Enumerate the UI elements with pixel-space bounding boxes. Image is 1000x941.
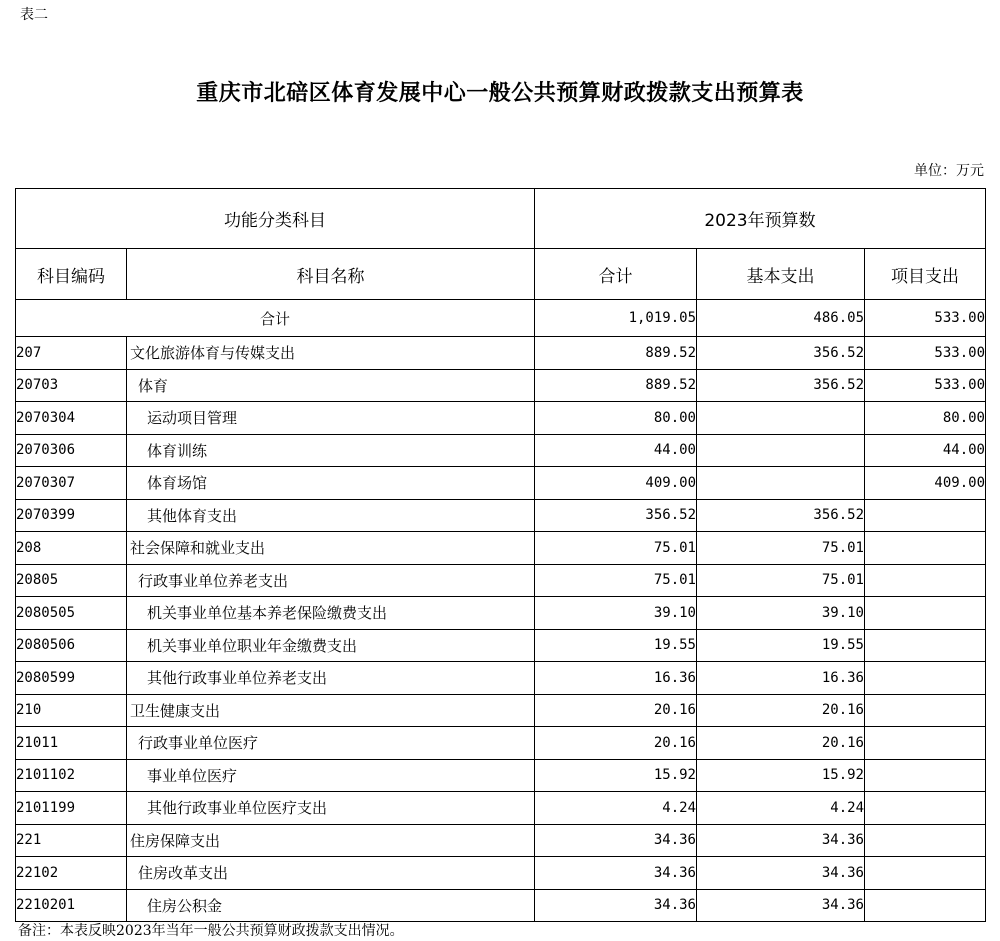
footnote: 备注：本表反映2023年当年一般公共预算财政拨款支出情况。 <box>18 923 404 939</box>
row-basic <box>697 434 865 467</box>
row-total: 20.16 <box>535 694 697 727</box>
row-total: 75.01 <box>535 532 697 565</box>
row-code: 22102 <box>16 857 127 890</box>
row-code: 208 <box>16 532 127 565</box>
row-project <box>865 759 986 792</box>
row-name: 体育训练 <box>127 434 535 467</box>
row-total: 19.55 <box>535 629 697 662</box>
table-row <box>16 727 986 760</box>
row-total: 20.16 <box>535 727 697 760</box>
row-name: 卫生健康支出 <box>127 694 535 727</box>
table-number-label: 表二 <box>20 7 48 23</box>
row-project <box>865 597 986 630</box>
row-code: 2070304 <box>16 402 127 435</box>
total-row-label: 合计 <box>16 300 535 337</box>
table-row <box>16 629 986 662</box>
row-total: 356.52 <box>535 499 697 532</box>
table-row <box>16 889 986 922</box>
table-row <box>16 532 986 565</box>
header-budget-2023: 2023年预算数 <box>535 189 986 249</box>
row-project <box>865 889 986 922</box>
row-project <box>865 564 986 597</box>
row-project: 409.00 <box>865 467 986 500</box>
row-name: 体育 <box>127 369 535 402</box>
row-total: 889.52 <box>535 337 697 370</box>
row-name: 事业单位医疗 <box>127 759 535 792</box>
table-row <box>16 694 986 727</box>
table-row <box>16 824 986 857</box>
row-project <box>865 662 986 695</box>
row-name: 其他体育支出 <box>127 499 535 532</box>
row-basic: 75.01 <box>697 532 865 565</box>
row-basic: 4.24 <box>697 792 865 825</box>
row-code: 2070306 <box>16 434 127 467</box>
row-basic: 39.10 <box>697 597 865 630</box>
row-total: 80.00 <box>535 402 697 435</box>
row-name: 运动项目管理 <box>127 402 535 435</box>
row-project <box>865 857 986 890</box>
row-project <box>865 792 986 825</box>
table-row <box>16 434 986 467</box>
row-total: 75.01 <box>535 564 697 597</box>
row-code: 21011 <box>16 727 127 760</box>
table-row <box>16 759 986 792</box>
table-row <box>16 467 986 500</box>
table-row <box>16 597 986 630</box>
row-basic: 34.36 <box>697 824 865 857</box>
row-code: 2101102 <box>16 759 127 792</box>
row-basic: 20.16 <box>697 694 865 727</box>
row-project: 533.00 <box>865 369 986 402</box>
table-row <box>16 792 986 825</box>
table-row <box>16 857 986 890</box>
row-total: 44.00 <box>535 434 697 467</box>
row-basic: 75.01 <box>697 564 865 597</box>
header-total: 合计 <box>535 249 697 300</box>
row-project <box>865 629 986 662</box>
row-code: 20805 <box>16 564 127 597</box>
header-name: 科目名称 <box>127 249 535 300</box>
row-total: 34.36 <box>535 889 697 922</box>
row-name: 文化旅游体育与传媒支出 <box>127 337 535 370</box>
row-code: 2080599 <box>16 662 127 695</box>
row-name: 其他行政事业单位医疗支出 <box>127 792 535 825</box>
row-total: 39.10 <box>535 597 697 630</box>
row-total: 409.00 <box>535 467 697 500</box>
table-row <box>16 369 986 402</box>
table-row <box>16 499 986 532</box>
row-code: 2080506 <box>16 629 127 662</box>
row-project <box>865 499 986 532</box>
row-name: 行政事业单位养老支出 <box>127 564 535 597</box>
row-project: 80.00 <box>865 402 986 435</box>
row-code: 221 <box>16 824 127 857</box>
row-total: 16.36 <box>535 662 697 695</box>
row-code: 20703 <box>16 369 127 402</box>
row-code: 2080505 <box>16 597 127 630</box>
row-code: 2101199 <box>16 792 127 825</box>
row-name: 住房改革支出 <box>127 857 535 890</box>
row-total: 889.52 <box>535 369 697 402</box>
table-row <box>16 662 986 695</box>
row-project: 44.00 <box>865 434 986 467</box>
row-name: 住房保障支出 <box>127 824 535 857</box>
total-row-total: 1,019.05 <box>535 300 697 337</box>
row-total: 34.36 <box>535 857 697 890</box>
row-project <box>865 824 986 857</box>
row-total: 4.24 <box>535 792 697 825</box>
row-basic: 356.52 <box>697 337 865 370</box>
table-row <box>16 564 986 597</box>
row-name: 其他行政事业单位养老支出 <box>127 662 535 695</box>
row-basic: 19.55 <box>697 629 865 662</box>
row-code: 210 <box>16 694 127 727</box>
row-name: 机关事业单位职业年金缴费支出 <box>127 629 535 662</box>
row-basic <box>697 467 865 500</box>
row-code: 207 <box>16 337 127 370</box>
row-code: 2210201 <box>16 889 127 922</box>
row-basic: 20.16 <box>697 727 865 760</box>
row-name: 机关事业单位基本养老保险缴费支出 <box>127 597 535 630</box>
unit-label: 单位：万元 <box>914 163 984 179</box>
row-basic: 15.92 <box>697 759 865 792</box>
row-name: 社会保障和就业支出 <box>127 532 535 565</box>
row-basic: 34.36 <box>697 889 865 922</box>
budget-table <box>15 188 986 922</box>
table-row <box>16 337 986 370</box>
row-total: 15.92 <box>535 759 697 792</box>
total-row <box>16 300 986 337</box>
row-name: 体育场馆 <box>127 467 535 500</box>
header-function-category: 功能分类科目 <box>16 189 535 249</box>
row-project <box>865 694 986 727</box>
total-row-project: 533.00 <box>865 300 986 337</box>
row-project <box>865 727 986 760</box>
row-basic: 16.36 <box>697 662 865 695</box>
table-row <box>16 402 986 435</box>
header-project: 项目支出 <box>865 249 986 300</box>
row-code: 2070307 <box>16 467 127 500</box>
row-name: 行政事业单位医疗 <box>127 727 535 760</box>
row-project <box>865 532 986 565</box>
row-name: 住房公积金 <box>127 889 535 922</box>
row-basic: 356.52 <box>697 499 865 532</box>
row-project: 533.00 <box>865 337 986 370</box>
header-basic: 基本支出 <box>697 249 865 300</box>
total-row-basic: 486.05 <box>697 300 865 337</box>
row-total: 34.36 <box>535 824 697 857</box>
row-basic: 356.52 <box>697 369 865 402</box>
row-code: 2070399 <box>16 499 127 532</box>
row-basic <box>697 402 865 435</box>
header-code: 科目编码 <box>16 249 127 300</box>
row-basic: 34.36 <box>697 857 865 890</box>
page-title: 重庆市北碚区体育发展中心一般公共预算财政拨款支出预算表 <box>196 80 804 106</box>
